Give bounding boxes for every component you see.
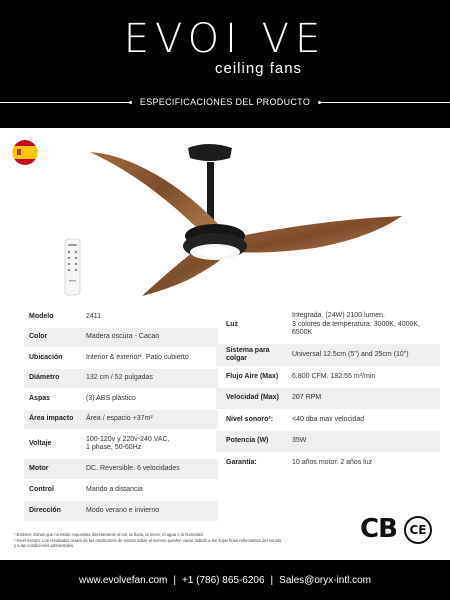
spec-row-flujo-aire [216, 366, 440, 388]
spec-value: 10 años motor. 2 años luz [292, 458, 373, 466]
section-title-bar [0, 96, 450, 108]
spec-row-diametro [24, 369, 218, 388]
spec-value [290, 312, 440, 338]
spec-value: 2411 [86, 312, 102, 320]
spec-value: 132 cm / 52 pulgadas [86, 374, 153, 382]
spec-label: Color [29, 333, 48, 341]
spec-value: DC. Reversible. 6 velocidades [86, 464, 180, 472]
spec-row-sistema-colgar [216, 344, 440, 366]
spec-label: Voltaje [29, 439, 52, 447]
spec-value: Universal 12.5cm (5") and 25cm (10") [292, 350, 409, 358]
ceiling-fan-image [80, 140, 410, 300]
spec-value: Interior & exterior¹. Patio cubierto [86, 353, 189, 361]
spec-label [216, 347, 290, 364]
spec-row-color [24, 328, 218, 347]
phone-number[interactable]: +1 (786) 865-6206 [181, 574, 265, 586]
brand-logo: EVOI VE [123, 16, 327, 62]
spec-row-luz [216, 306, 440, 344]
spec-value: Área / espacio +37m² [86, 415, 153, 423]
ce-certification-mark: CE [404, 516, 432, 544]
email-link[interactable]: Sales@oryx-intl.com [279, 574, 371, 586]
spec-label: Dirección [29, 506, 61, 514]
remote-control-image [64, 238, 81, 296]
spec-value-line: 3 colores de temperatura: 3000K, 4000K, 6500K [292, 320, 421, 337]
spec-row-control [24, 479, 218, 501]
header-banner [0, 0, 450, 128]
spec-label: Diámetro [29, 374, 60, 382]
divider-line [321, 102, 450, 103]
spec-label-line: Sistema para [226, 346, 270, 354]
spec-label: Potencia (W) [226, 437, 269, 445]
spec-row-garantia [216, 452, 440, 474]
spec-value-line: 1 phase, 50-60Hz [86, 444, 142, 451]
brand-subtitle: ceiling fans [215, 60, 303, 77]
spec-value [84, 436, 170, 453]
spec-row-modelo [24, 306, 218, 328]
spec-row-direccion [24, 501, 218, 521]
spec-row-potencia [216, 431, 440, 452]
section-title: ESPECIFICACIONES DEL PRODUCTO [139, 97, 311, 107]
spec-label: Nivel sonoro²: [226, 415, 274, 423]
spec-label: Garantía: [226, 458, 257, 466]
spec-row-aspas [24, 388, 218, 410]
spec-label: Modelo [29, 312, 54, 320]
spec-value-line: 100-120v y 220v-240 VAC, [86, 435, 170, 443]
spec-label: Control [29, 485, 54, 493]
cb-certification-mark: CB [360, 514, 397, 544]
spain-flag-icon [10, 139, 40, 166]
spec-column-left [24, 306, 218, 521]
spec-label: Flujo Aire (Max) [226, 372, 279, 380]
spec-value: 35W [292, 437, 307, 445]
spec-value: (3) ABS plástico [86, 394, 136, 402]
spec-value: 6,800 CFM. 192.55 m³/min [292, 372, 376, 380]
footnote-exterior: ¹ Exterior: Zonas que no están expuestas directamente al sol, la lluvia, la nieve, el agua o la humedad. [14, 532, 204, 537]
spec-row-ubicacion [24, 347, 218, 369]
spec-label-line: colgar [226, 355, 248, 362]
spec-label: Aspas [29, 394, 51, 402]
spec-label: Área impacto [29, 415, 74, 423]
spec-row-voltaje [24, 429, 218, 459]
spec-label: Luz [226, 320, 239, 328]
spec-value: Mando a distancia [86, 485, 143, 493]
spec-label: Velocidad (Max) [226, 394, 279, 402]
spec-value-line: Integrada. (24W) 2100 lumen. [292, 312, 385, 320]
separator: | [270, 574, 274, 586]
spec-value: <40 dba max velocidad [292, 415, 365, 423]
spec-label: Motor [29, 464, 49, 472]
spec-row-motor [24, 459, 218, 479]
website-link[interactable]: www.evolvefan.com [78, 574, 168, 586]
footer-contact-bar [0, 560, 450, 600]
spec-value: Madera oscura - Cacao [86, 333, 160, 341]
spec-column-right [216, 306, 440, 474]
footnotes [14, 532, 344, 549]
spec-label: Ubicación [29, 353, 63, 361]
spec-row-nivel-sonoro [216, 409, 440, 431]
spec-row-velocidad [216, 388, 440, 409]
footnote-sound: ² Nivel sonoro: Los resultados reales de las mediciones de sonido sobre el terreno pueden variar debido a las superficies reflectantes del sonido [14, 537, 282, 543]
spec-value: Modo verano e invierno [86, 506, 160, 514]
spec-value: 207 RPM [292, 394, 322, 402]
spec-row-area-impacto [24, 410, 218, 429]
divider-line [0, 102, 129, 103]
footnote-sound-cont: y a las condiciones ambientales. [14, 543, 75, 548]
separator: | [173, 574, 176, 586]
